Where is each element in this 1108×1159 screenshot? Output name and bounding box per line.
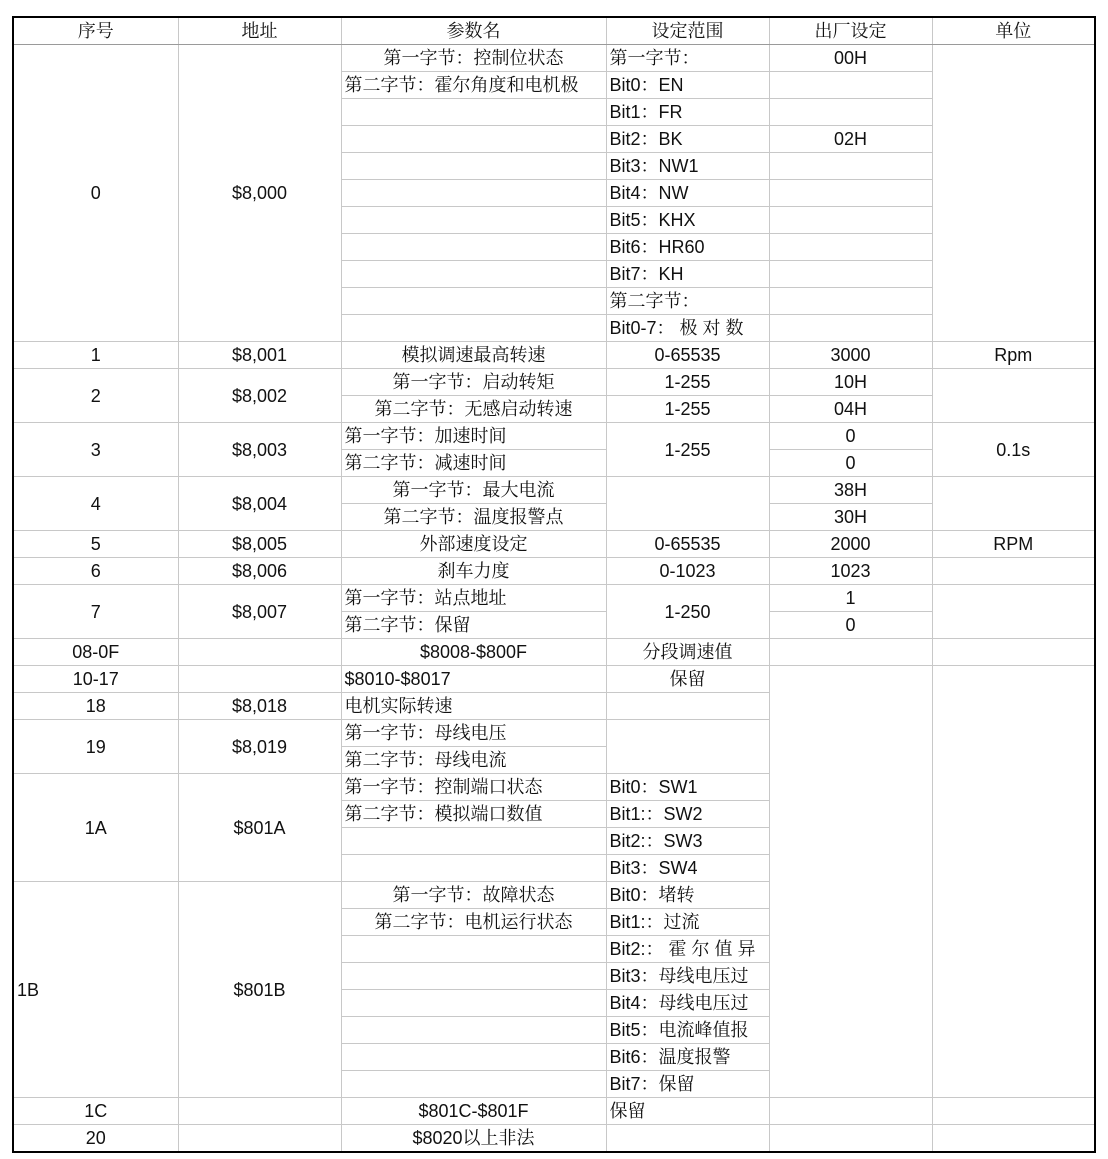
param-name-cell bbox=[341, 288, 606, 315]
factory-cell bbox=[769, 639, 932, 666]
address-cell bbox=[178, 639, 341, 666]
range-cell: Bit3：NW1 bbox=[606, 153, 769, 180]
param-name-cell: $8020以上非法 bbox=[341, 1125, 606, 1153]
range-cell: Bit2：BK bbox=[606, 126, 769, 153]
param-name-cell: 第一字节：故障状态 bbox=[341, 882, 606, 909]
unit-cell bbox=[932, 477, 1095, 531]
address-cell: $8,000 bbox=[178, 45, 341, 342]
range-cell: 1-250 bbox=[606, 585, 769, 639]
unit-cell bbox=[932, 558, 1095, 585]
seq-cell: 0 bbox=[13, 45, 178, 342]
factory-cell bbox=[769, 99, 932, 126]
unit-cell: Rpm bbox=[932, 342, 1095, 369]
param-name-cell bbox=[341, 855, 606, 882]
seq-cell: 08-0F bbox=[13, 639, 178, 666]
factory-cell bbox=[769, 180, 932, 207]
col-header-seq: 序号 bbox=[13, 17, 178, 45]
range-cell: Bit7：保留 bbox=[606, 1071, 769, 1098]
param-name-cell bbox=[341, 315, 606, 342]
table-row bbox=[13, 45, 1095, 72]
range-cell: Bit2:：SW3 bbox=[606, 828, 769, 855]
col-header-unit: 单位 bbox=[932, 17, 1095, 45]
range-cell bbox=[606, 1125, 769, 1153]
range-cell: Bit0：SW1 bbox=[606, 774, 769, 801]
range-cell: 保留 bbox=[606, 1098, 769, 1125]
param-name-cell: 外部速度设定 bbox=[341, 531, 606, 558]
address-cell: $8,004 bbox=[178, 477, 341, 531]
factory-cell bbox=[769, 315, 932, 342]
seq-cell: 10-17 bbox=[13, 666, 178, 693]
param-name-cell bbox=[341, 234, 606, 261]
table-row bbox=[13, 639, 1095, 666]
range-cell: 0-65535 bbox=[606, 342, 769, 369]
unit-cell: 0.1s bbox=[932, 423, 1095, 477]
range-cell: 分段调速值 bbox=[606, 639, 769, 666]
param-name-cell: 第一字节：加速时间 bbox=[341, 423, 606, 450]
range-cell: Bit2:： 霍 尔 值 异 bbox=[606, 936, 769, 963]
address-cell: $8,018 bbox=[178, 693, 341, 720]
unit-cell: RPM bbox=[932, 531, 1095, 558]
range-cell: 0-1023 bbox=[606, 558, 769, 585]
address-cell: $8,002 bbox=[178, 369, 341, 423]
unit-cell bbox=[932, 1098, 1095, 1125]
seq-cell: 18 bbox=[13, 693, 178, 720]
range-cell: 1-255 bbox=[606, 423, 769, 477]
parameter-table bbox=[12, 16, 1096, 1153]
param-name-cell bbox=[341, 261, 606, 288]
factory-cell bbox=[769, 1098, 932, 1125]
address-cell: $8,005 bbox=[178, 531, 341, 558]
address-cell: $8,003 bbox=[178, 423, 341, 477]
range-cell: Bit0-7： 极 对 数 bbox=[606, 315, 769, 342]
table-row bbox=[13, 342, 1095, 369]
unit-cell bbox=[932, 1125, 1095, 1153]
range-cell: Bit1：FR bbox=[606, 99, 769, 126]
factory-cell: 1023 bbox=[769, 558, 932, 585]
seq-cell: 2 bbox=[13, 369, 178, 423]
param-name-cell: 第二字节：温度报警点 bbox=[341, 504, 606, 531]
factory-cell: 04H bbox=[769, 396, 932, 423]
table-row bbox=[13, 1125, 1095, 1153]
param-name-cell bbox=[341, 963, 606, 990]
param-name-cell: 电机实际转速 bbox=[341, 693, 606, 720]
unit-cell bbox=[932, 45, 1095, 342]
seq-cell: 19 bbox=[13, 720, 178, 774]
range-cell: Bit6：温度报警 bbox=[606, 1044, 769, 1071]
table-row bbox=[13, 369, 1095, 396]
param-name-cell bbox=[341, 990, 606, 1017]
seq-cell: 20 bbox=[13, 1125, 178, 1153]
param-name-cell bbox=[341, 207, 606, 234]
param-name-cell: 第一字节：控制位状态 bbox=[341, 45, 606, 72]
range-cell: 1-255 bbox=[606, 396, 769, 423]
factory-cell bbox=[769, 261, 932, 288]
table-row bbox=[13, 423, 1095, 450]
param-name-cell: $8010-$8017 bbox=[341, 666, 606, 693]
seq-cell: 4 bbox=[13, 477, 178, 531]
param-name-cell: 第二字节：无感启动转速 bbox=[341, 396, 606, 423]
param-name-cell: 第一字节：站点地址 bbox=[341, 585, 606, 612]
range-cell bbox=[606, 477, 769, 531]
address-cell: $801B bbox=[178, 882, 341, 1098]
factory-cell bbox=[769, 153, 932, 180]
param-name-cell: 第一字节：最大电流 bbox=[341, 477, 606, 504]
address-cell: $801A bbox=[178, 774, 341, 882]
seq-cell: 1A bbox=[13, 774, 178, 882]
seq-cell: 3 bbox=[13, 423, 178, 477]
seq-cell: 1C bbox=[13, 1098, 178, 1125]
param-name-cell: 第二字节：电机运行状态 bbox=[341, 909, 606, 936]
param-name-cell bbox=[341, 1017, 606, 1044]
factory-cell bbox=[769, 207, 932, 234]
table-row bbox=[13, 1098, 1095, 1125]
seq-cell: 7 bbox=[13, 585, 178, 639]
address-cell: $8,001 bbox=[178, 342, 341, 369]
range-cell bbox=[606, 720, 769, 774]
factory-cell: 38H bbox=[769, 477, 932, 504]
param-name-cell bbox=[341, 99, 606, 126]
range-cell: Bit1:：过流 bbox=[606, 909, 769, 936]
unit-cell bbox=[932, 369, 1095, 423]
address-cell bbox=[178, 1125, 341, 1153]
table-row bbox=[13, 531, 1095, 558]
col-header-range: 设定范围 bbox=[606, 17, 769, 45]
param-name-cell: 第二字节：霍尔角度和电机极 bbox=[341, 72, 606, 99]
range-cell: Bit0：堵转 bbox=[606, 882, 769, 909]
param-name-cell bbox=[341, 828, 606, 855]
factory-cell bbox=[769, 666, 932, 1098]
param-name-cell: 第二字节：母线电流 bbox=[341, 747, 606, 774]
range-cell: Bit7：KH bbox=[606, 261, 769, 288]
seq-cell: 1 bbox=[13, 342, 178, 369]
range-cell: Bit0：EN bbox=[606, 72, 769, 99]
factory-cell: 30H bbox=[769, 504, 932, 531]
address-cell bbox=[178, 1098, 341, 1125]
range-cell bbox=[606, 693, 769, 720]
range-cell: 第二字节： bbox=[606, 288, 769, 315]
range-cell: 第一字节： bbox=[606, 45, 769, 72]
address-cell: $8,006 bbox=[178, 558, 341, 585]
param-name-cell: 第二字节：模拟端口数值 bbox=[341, 801, 606, 828]
col-header-param-name: 参数名 bbox=[341, 17, 606, 45]
param-name-cell bbox=[341, 936, 606, 963]
address-cell bbox=[178, 666, 341, 693]
factory-cell bbox=[769, 288, 932, 315]
address-cell: $8,007 bbox=[178, 585, 341, 639]
table-row bbox=[13, 585, 1095, 612]
param-name-cell bbox=[341, 153, 606, 180]
factory-cell: 00H bbox=[769, 45, 932, 72]
seq-cell: 1B bbox=[13, 882, 178, 1098]
unit-cell bbox=[932, 666, 1095, 1098]
table-row bbox=[13, 558, 1095, 585]
param-name-cell: 第一字节：启动转矩 bbox=[341, 369, 606, 396]
param-name-cell bbox=[341, 1044, 606, 1071]
col-header-address: 地址 bbox=[178, 17, 341, 45]
table-row bbox=[13, 477, 1095, 504]
range-cell: Bit3：母线电压过 bbox=[606, 963, 769, 990]
param-name-cell: 第二字节：保留 bbox=[341, 612, 606, 639]
range-cell: Bit4：母线电压过 bbox=[606, 990, 769, 1017]
seq-cell: 5 bbox=[13, 531, 178, 558]
factory-cell bbox=[769, 72, 932, 99]
range-cell: 1-255 bbox=[606, 369, 769, 396]
factory-cell: 0 bbox=[769, 423, 932, 450]
unit-cell bbox=[932, 585, 1095, 639]
range-cell: Bit6：HR60 bbox=[606, 234, 769, 261]
factory-cell: 3000 bbox=[769, 342, 932, 369]
param-name-cell: $8008-$800F bbox=[341, 639, 606, 666]
address-cell: $8,019 bbox=[178, 720, 341, 774]
table-row bbox=[13, 666, 1095, 693]
range-cell: 0-65535 bbox=[606, 531, 769, 558]
factory-cell: 1 bbox=[769, 585, 932, 612]
header-row bbox=[13, 17, 1095, 45]
param-name-cell: 第二字节：减速时间 bbox=[341, 450, 606, 477]
factory-cell: 0 bbox=[769, 450, 932, 477]
factory-cell: 10H bbox=[769, 369, 932, 396]
factory-cell bbox=[769, 234, 932, 261]
param-name-cell: 刹车力度 bbox=[341, 558, 606, 585]
factory-cell: 02H bbox=[769, 126, 932, 153]
factory-cell: 0 bbox=[769, 612, 932, 639]
factory-cell: 2000 bbox=[769, 531, 932, 558]
range-cell: Bit3：SW4 bbox=[606, 855, 769, 882]
unit-cell bbox=[932, 639, 1095, 666]
range-cell: Bit1:：SW2 bbox=[606, 801, 769, 828]
param-name-cell: 第一字节：控制端口状态 bbox=[341, 774, 606, 801]
range-cell: Bit5：KHX bbox=[606, 207, 769, 234]
param-name-cell: 模拟调速最高转速 bbox=[341, 342, 606, 369]
seq-cell: 6 bbox=[13, 558, 178, 585]
param-name-cell bbox=[341, 180, 606, 207]
range-cell: 保留 bbox=[606, 666, 769, 693]
param-name-cell bbox=[341, 1071, 606, 1098]
param-name-cell bbox=[341, 126, 606, 153]
factory-cell bbox=[769, 1125, 932, 1153]
col-header-factory: 出厂设定 bbox=[769, 17, 932, 45]
param-name-cell: 第一字节：母线电压 bbox=[341, 720, 606, 747]
range-cell: Bit4：NW bbox=[606, 180, 769, 207]
param-name-cell: $801C-$801F bbox=[341, 1098, 606, 1125]
range-cell: Bit5：电流峰值报 bbox=[606, 1017, 769, 1044]
